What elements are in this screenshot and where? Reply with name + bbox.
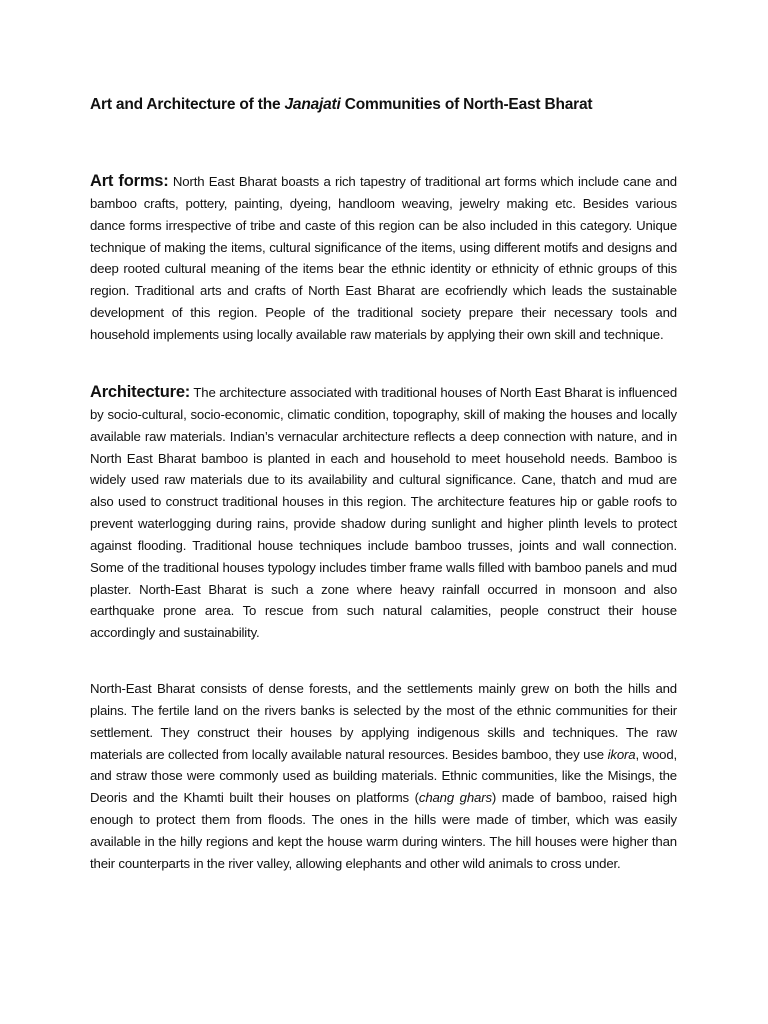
settlements-italic-chang-ghars: chang ghars	[418, 790, 492, 806]
title-italic-term: Janajati	[284, 96, 341, 113]
title-text-start: Art and Architecture of the	[90, 96, 285, 113]
document-title	[90, 95, 677, 115]
title-text-end: Communities of North-East Bharat	[340, 96, 593, 113]
architecture-paragraph	[90, 382, 677, 644]
art-forms-text: North East Bharat boasts a rich tapestry of traditional art forms which include cane and bamboo crafts, pottery, painting, dyeing, handloom weaving, jewelry making etc. Besides various dance forms irrespective of tribe and caste of this region can be also included in this category. Unique technique of making the items, cultural significance of the items, using different motifs and designs and deep rooted cultural meaning of the items bear the ethnic identity or ethnicity of ethnic groups of this region. Traditional arts and crafts of North East Bharat are ecofriendly which leads the sustainable development of this region. People of the traditional society prepare their necessary tools and household implements using locally available raw materials by applying their own skill and technique.	[90, 174, 677, 342]
architecture-heading: Architecture:	[90, 383, 191, 401]
architecture-text: The architecture associated with traditional houses of North East Bharat is influenced by socio-cultural, socio-economic, climatic condition, topography, skill of making the houses and locally available raw materials. Indian’s vernacular architecture reflects a deep connection with nature, and in North East Bharat bamboo is planted in each and household to meet household needs. Bamboo is widely used raw materials due to its availability and cultural significance. Cane, thatch and mud are also used to construct traditional houses in this region. The architecture features hip or gable roofs to prevent waterlogging during rains, provide shadow during sunlight and higher plinth levels to protect against flooding. Traditional house techniques include bamboo trusses, joints and wall connection. Some of the traditional houses typology includes timber frame walls filled with bamboo panels and mud plaster. North-East Bharat is such a zone where heavy rainfall occurred in monsoon and also earthquake prone area. To rescue from such natural calamities, people construct their house accordingly and sustainability.	[90, 385, 677, 641]
settlements-italic-ikora: ikora	[607, 746, 636, 762]
settlements-text-2: , wood, and straw those were commonly used as building materials. Ethnic communities, like the Misings, the Deoris and the Khamti built their houses on platforms (	[90, 746, 678, 806]
settlements-text-1: North-East Bharat consists of dense forests, and the settlements mainly grew on both the hills and plains. The fertile land on the rivers banks is selected by the most of the ethnic communities for their settlement. They construct their houses by applying indigenous skills and techniques. The raw materials are collected from locally available natural resources. Besides bamboo, they use	[90, 681, 677, 762]
art-forms-paragraph	[90, 171, 677, 346]
settlements-text-3: ) made of bamboo, raised high enough to protect them from floods. The ones in the hills were made of timber, which was easily available in the hilly regions and kept the house warm during winters. The hill houses were higher than their counterparts in the river valley, allowing elephants and other wild animals to cross under.	[90, 790, 677, 871]
settlements-paragraph	[90, 678, 677, 875]
art-forms-heading: Art forms:	[90, 172, 169, 190]
